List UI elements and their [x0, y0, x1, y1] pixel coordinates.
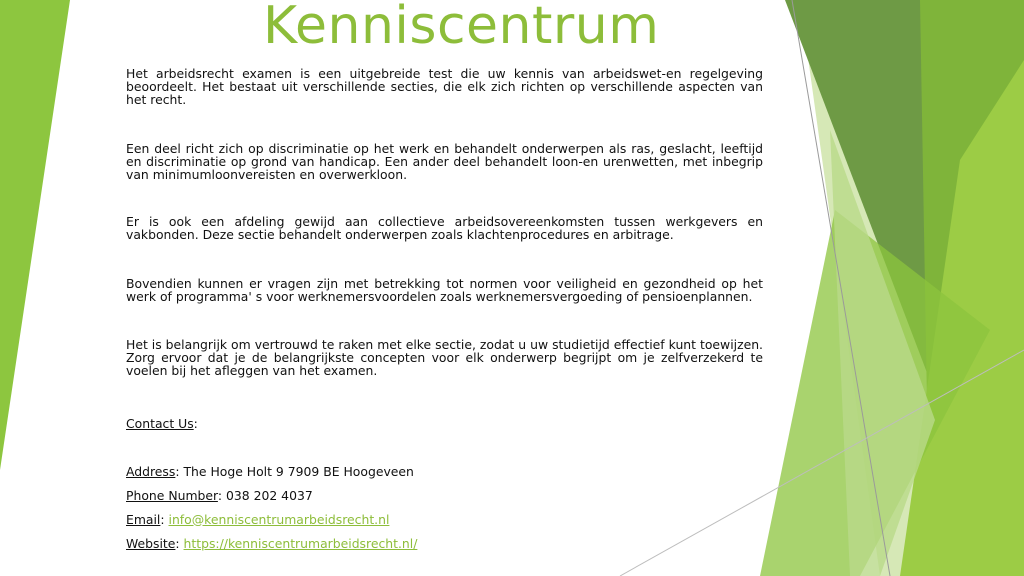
phone-label: Phone Number [126, 487, 218, 503]
paragraph-4: Bovendien kunnen er vragen zijn met betrekking tot normen voor veiligheid en gezondheid op het werk of programma' s voor werknemersvoordelen zoals werknemersvergoeding of pensioenplannen. [126, 275, 763, 304]
phone-row [126, 484, 763, 508]
contact-section [126, 412, 763, 556]
website-label: Website [126, 535, 176, 551]
website-row [126, 532, 763, 556]
page-title: Kenniscentrum [263, 0, 660, 56]
contact-heading-colon: : [193, 415, 198, 431]
contact-heading: Contact Us [126, 415, 194, 431]
website-separator: : [175, 535, 184, 551]
address-label: Address [126, 463, 176, 479]
contact-spacer [126, 436, 763, 460]
paragraph-2: Een deel richt zich op discriminatie op het werk en behandelt onderwerpen als ras, geslacht, leeftijd en discriminatie op grond van handicap. Een ander deel behandelt loon-en urenwetten, met inbegrip van minimumloonvereisten en overwerkloon. [126, 140, 763, 183]
main-content [126, 67, 763, 556]
address-row [126, 460, 763, 484]
website-link[interactable]: https://kenniscentrumarbeidsrecht.nl/ [183, 535, 418, 551]
paragraph-3: Er is ook een afdeling gewijd aan collectieve arbeidsovereenkomsten tussen werkgevers en vakbonden. Deze sectie behandelt onderwerpen zoals klachtenprocedures en arbitrage. [126, 214, 763, 243]
paragraph-5: Het is belangrijk om vertrouwd te raken met elke sectie, zodat u uw studietijd effectief kunt toewijzen. Zorg ervoor dat je de belangrijkste concepten voor elk onderwerp begrijpt om je zelfverzekerd te voelen bij het afleggen van het examen. [126, 337, 763, 379]
contact-heading-row [126, 412, 763, 436]
left-green-shape [0, 0, 70, 470]
email-link[interactable]: info@kenniscentrumarbeidsrecht.nl [168, 511, 390, 527]
email-row [126, 508, 763, 532]
phone-value: : 038 202 4037 [217, 487, 313, 503]
email-separator: : [160, 511, 169, 527]
paragraph-1: Het arbeidsrecht examen is een uitgebreide test die uw kennis van arbeidswet-en regelgeving beoordeelt. Het bestaat uit verschillende secties, die elk zich richten op verschillende aspecten van het recht. [126, 66, 763, 108]
address-value: : The Hoge Holt 9 7909 BE Hoogeveen [175, 463, 414, 479]
email-label: Email [126, 511, 161, 527]
